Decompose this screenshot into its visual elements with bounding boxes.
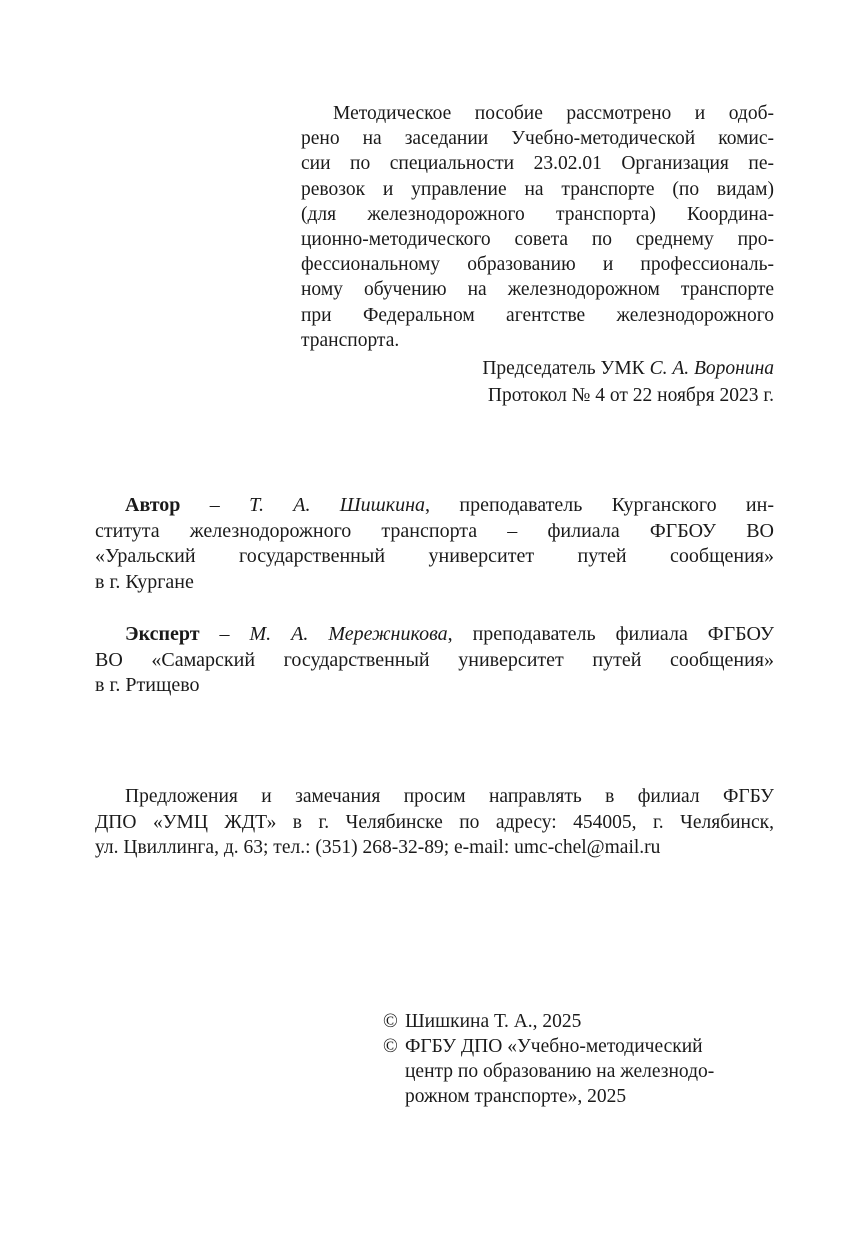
chair-signature bbox=[482, 355, 774, 409]
chair-line bbox=[482, 355, 774, 382]
chair-name: С. А. Воронина bbox=[649, 358, 774, 379]
approval-line: фессиональному образованию и профессиональ- bbox=[301, 254, 774, 276]
approval-line: Методическое пособие рассмотрено и одоб- bbox=[333, 103, 774, 124]
feedback-line: ДПО «УМЦ ЖДТ» в г. Челябинске по адресу: 454005, г. Челябинск, bbox=[95, 811, 774, 833]
chair-label: Председатель УМК bbox=[482, 358, 645, 379]
approval-line: при Федеральном агентстве железнодорожного bbox=[301, 304, 774, 326]
copyright-block bbox=[383, 1009, 778, 1109]
copyright-line: Шишкина Т. А., 2025 bbox=[405, 1011, 582, 1032]
expert-line: в г. Ртищево bbox=[95, 674, 200, 696]
feedback-notice bbox=[95, 784, 774, 861]
expert-line: ВО «Самарский государственный университет путей сообщения» bbox=[95, 648, 774, 671]
author-line bbox=[95, 493, 774, 519]
expert-line1-rest: , преподаватель филиала ФГБОУ bbox=[447, 623, 774, 645]
copyright-icon: © bbox=[383, 1011, 398, 1032]
approval-line: сии по специальности 23.02.01 Организация пе- bbox=[301, 153, 774, 175]
copyright-entry bbox=[383, 1009, 778, 1034]
expert-line bbox=[95, 622, 774, 648]
approval-notice bbox=[301, 101, 774, 353]
copyright-line: центр по образованию на железнодо- bbox=[405, 1061, 715, 1082]
author-line1-rest: , преподаватель Курганского ин- bbox=[425, 494, 774, 516]
copyright-text bbox=[405, 1009, 778, 1034]
approval-line: транспорта. bbox=[301, 329, 400, 351]
copyright-line: ФГБУ ДПО «Учебно-методический bbox=[405, 1036, 703, 1057]
protocol-line: Протокол № 4 от 22 ноября 2023 г. bbox=[487, 385, 774, 406]
approval-line: (для железнодорожного транспорта) Координа- bbox=[301, 203, 774, 225]
approval-line: рено на заседании Учебно-методической комис- bbox=[301, 128, 774, 150]
approval-line: ному обучению на железнодорожном транспорте bbox=[301, 279, 774, 301]
feedback-line: Предложения и замечания просим направлять в филиал ФГБУ bbox=[125, 786, 774, 807]
author-block bbox=[95, 493, 774, 595]
copyright-text bbox=[405, 1034, 778, 1109]
expert-role: Эксперт bbox=[125, 623, 200, 645]
author-line: «Уральский государственный университет путей сообщения» bbox=[95, 545, 774, 567]
expert-block bbox=[95, 622, 774, 699]
author-name: Т. А. Шишкина bbox=[249, 494, 426, 516]
feedback-line: ул. Цвиллинга, д. 63; тел.: (351) 268-32-89; e-mail: umc-chel@mail.ru bbox=[95, 837, 661, 858]
author-line: в г. Кургане bbox=[95, 570, 194, 593]
copyright-icon: © bbox=[383, 1036, 398, 1057]
author-line: ститута железнодорожного транспорта – филиала ФГБОУ ВО bbox=[95, 519, 774, 542]
copyright-line: рожном транспорте», 2025 bbox=[405, 1086, 627, 1107]
author-dash: – bbox=[209, 494, 220, 516]
approval-line: ционно-методического совета по среднему про- bbox=[301, 229, 774, 251]
expert-name: М. А. Мережникова bbox=[249, 623, 448, 645]
approval-line: ревозок и управление на транспорте (по видам) bbox=[301, 178, 774, 200]
expert-dash: – bbox=[219, 623, 230, 645]
author-role: Автор bbox=[125, 494, 181, 516]
copyright-entry bbox=[383, 1034, 778, 1109]
